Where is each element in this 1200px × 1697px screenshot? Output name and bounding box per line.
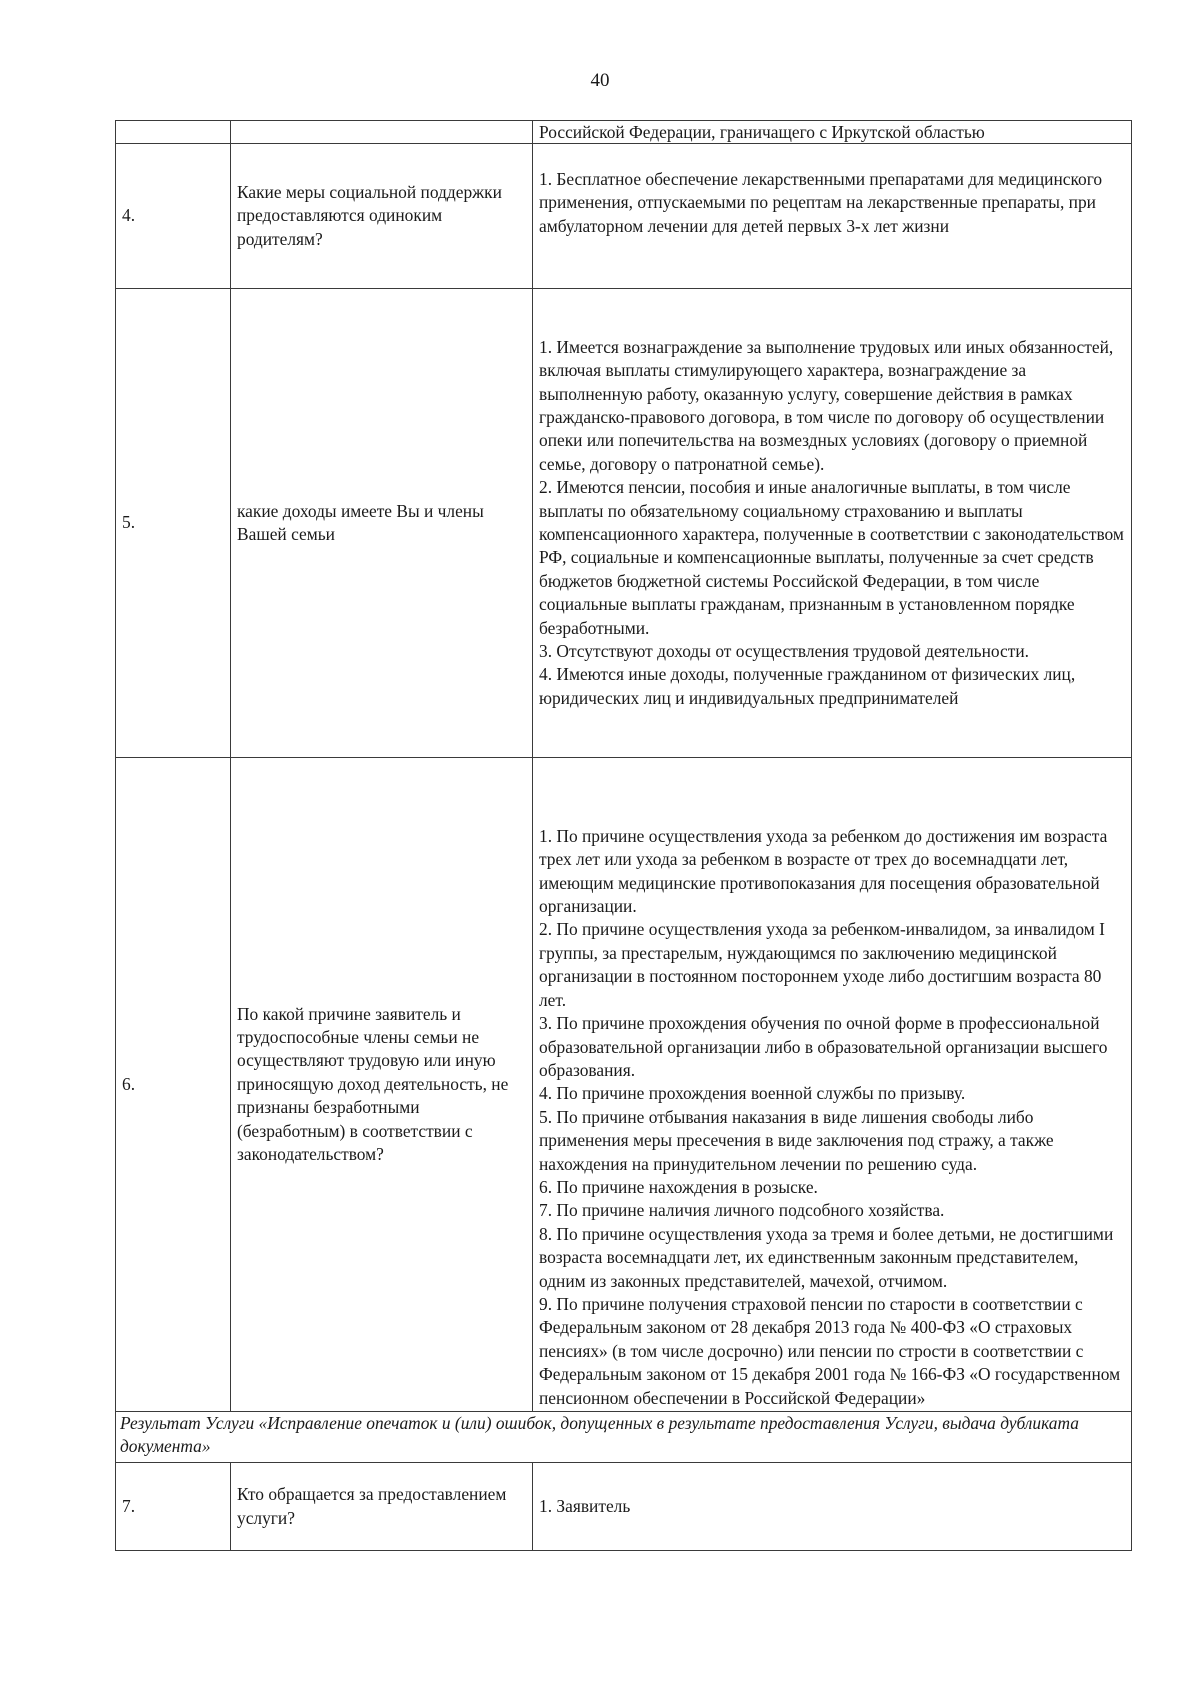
- answer-item: 2. По причине осуществления ухода за ребенком-инвалидом, за инвалидом I группы, за престарелым, нуждающимся по заключению медицинской организации в постоянном постороннем уходе либо достигшим возраста 80 лет.: [539, 919, 1105, 1010]
- answer-item: 2. Имеются пенсии, пособия и иные аналогичные выплаты, в том числе выплаты по обязательному социальному страхованию и выплаты компенсационного характера, полученные в соответствии с законодательством РФ, социальные и компенсационные выплаты, полученные за счет средств бюджетов бюджетной системы Российской Федерации, в том числе социальные выплаты гражданам, признанным в установленном порядке безработными.: [539, 477, 1124, 638]
- question-cell: какие доходы имеете Вы и члены Вашей семьи: [231, 289, 533, 758]
- answer-cell: Российской Федерации, граничащего с Иркутской областью: [533, 121, 1132, 144]
- row-number-cell: 5.: [116, 289, 231, 758]
- table-row-4: [116, 144, 1132, 289]
- answer-item: 4. Имеются иные доходы, полученные гражданином от физических лиц, юридических лиц и индивидуальных предпринимателей: [539, 664, 1076, 708]
- table-row-7: [116, 1463, 1132, 1551]
- answer-item: 1. Имеется вознаграждение за выполнение трудовых или иных обязанностей, включая выплаты стимулирующего характера, вознаграждение за выполненную работу, оказанную услугу, совершение действия в рамках гражданско-правового договора, в том числе по договору об осуществлении опеки или попечительства на возмездных условиях (договору о приемной семье, договору о патронатной семье).: [539, 336, 1114, 474]
- answer-cell: 1. Бесплатное обеспечение лекарственными препаратами для медицинского применения, отпускаемыми по рецептам на лекарственные препараты, при амбулаторном лечении для детей первых 3-х лет жизни: [533, 144, 1132, 289]
- question-cell: [231, 121, 533, 144]
- section-title: Результат Услуги «Исправление опечаток и (или) ошибок, допущенных в результате предоставления Услуги, выдача дубликата документа»: [116, 1412, 1132, 1463]
- answer-item: 3. По причине прохождения обучения по очной форме в профессиональной образовательной организации либо в образовательной организации высшего образования.: [539, 1013, 1108, 1080]
- table-row-5: [116, 289, 1132, 758]
- answer-item: 8. По причине осуществления ухода за тремя и более детьми, не достигшими возраста восемнадцати лет, их единственным законным представителем, одним из законных представителей, мачехой, отчимом.: [539, 1223, 1114, 1291]
- row-number-cell: 6.: [116, 758, 231, 1412]
- questionnaire-table: [115, 120, 1132, 1551]
- row-number-cell: 7.: [116, 1463, 231, 1551]
- table-row-6: [116, 758, 1132, 1412]
- answer-item: 9. По причине получения страховой пенсии по старости в соответствии с Федеральным законом от 28 декабря 2013 года № 400-ФЗ «О страховых пенсиях» (в том числе досрочно) или пенсии по строcти в соответствии с Федеральным законом от 15 декабря 2001 года № 166-ФЗ «О государственном пенсионном обеспечении в Российской Федерации»: [539, 1293, 1121, 1408]
- table-row-continuation: [116, 121, 1132, 144]
- answer-item: 1. По причине осуществления ухода за ребенком до достижения им возраста трех лет или ухода за ребенком в возрасте от трех до восемнадцати лет, имеющим медицинские противопоказания для посещения образовательной организации.: [539, 825, 1108, 917]
- answer-cell: 1. Заявитель: [533, 1463, 1132, 1551]
- answer-item: 5. По причине отбывания наказания в виде лишения свободы либо применения меры пресечения в виде заключения под стражу, а также нахождения на принудительном лечении по решению суда.: [539, 1106, 1054, 1174]
- question-cell: Какие меры социальной поддержки предоставляются одиноким родителям?: [231, 144, 533, 289]
- answer-item: 4. По причине прохождения военной службы по призыву.: [539, 1083, 966, 1104]
- row-number-cell: 4.: [116, 144, 231, 289]
- answer-cell: [533, 289, 1132, 758]
- answer-item: 3. Отсутствуют доходы от осуществления трудовой деятельности.: [539, 641, 1030, 662]
- answer-item: 7. По причине наличия личного подсобного хозяйства.: [539, 1200, 945, 1221]
- answer-cell: [533, 758, 1132, 1412]
- row-number-cell: [116, 121, 231, 144]
- question-cell: Кто обращается за предоставлением услуги?: [231, 1463, 533, 1551]
- answer-item: 6. По причине нахождения в розыске.: [539, 1176, 818, 1197]
- section-header-row: [116, 1412, 1132, 1463]
- page-number: 40: [590, 70, 610, 91]
- question-cell: По какой причине заявитель и трудоспособные члены семьи не осуществляют трудовую или иную приносящую доход деятельность, не признаны безработными (безработным) в соответствии с законодательством?: [231, 758, 533, 1412]
